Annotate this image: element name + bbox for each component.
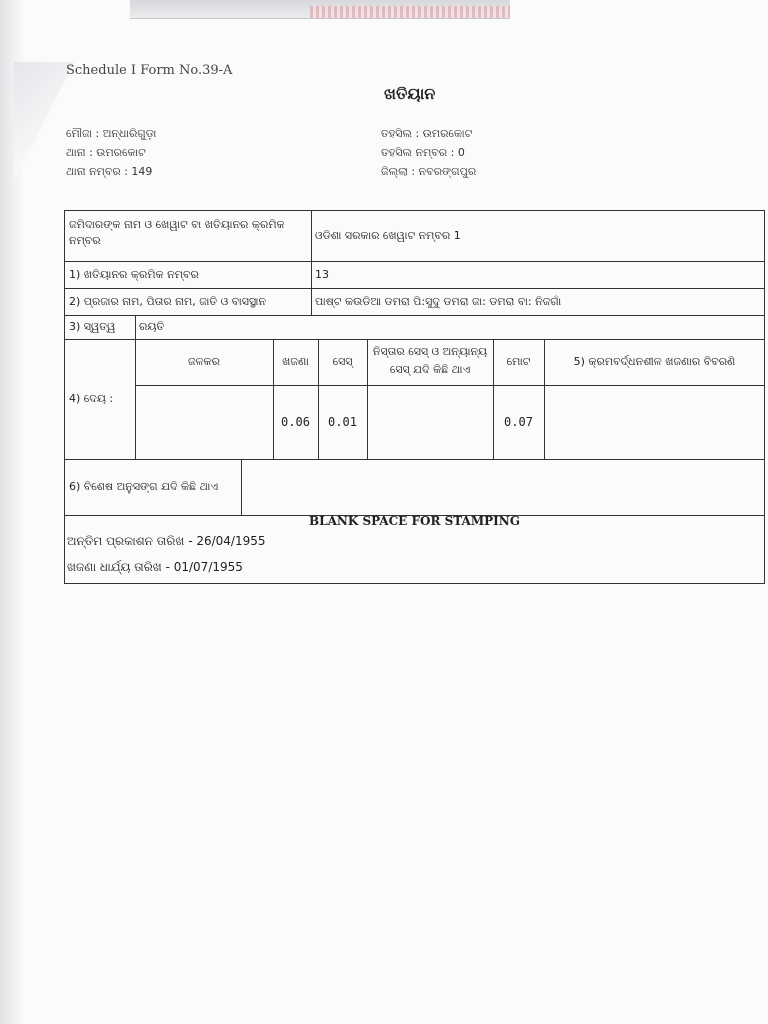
tenant-details-label: 2) ପ୍ରଜାର ନାମ, ପିତାର ନାମ, ଜାତି ଓ ବାସସ୍ଥାନ bbox=[69, 294, 267, 308]
paper-top-strip bbox=[130, 0, 510, 19]
landlord-label: ଜମିଦାରଙ୍କ ନାମ ଓ ଖେୱାଟ ବା ଖତିୟାନର କ୍ରମିକ ନମ୍ବର bbox=[69, 218, 285, 247]
tahasil-line: ତହସିଲ : ଉମରକୋଟ bbox=[381, 127, 473, 140]
nistar-value bbox=[367, 385, 493, 459]
info-right-block bbox=[381, 124, 476, 181]
right-value: ରୟତି bbox=[139, 320, 165, 333]
landlord-value: ଓଡିଶା ସରକାର ଖେୱାଟ ନମ୍ବର 1 bbox=[315, 229, 461, 242]
thana-line: ଥାନା : ଉମରକୋଟ bbox=[66, 146, 146, 159]
tenant-details-value: ପାଷ୍ଟ କଉଡିଆ ଡମରା ପି:ସୁଦୁ ଡମରା ଜା: ଡମରା ବା: ନିଜଗାଁ bbox=[315, 294, 562, 308]
ses-value: 0.01 bbox=[328, 415, 357, 429]
info-left-block bbox=[66, 124, 156, 181]
progressive-rent-value bbox=[544, 385, 765, 459]
khatiyan-serial-label: 1) ଖତିୟାନର କ୍ରମିକ ନମ୍ବର bbox=[69, 267, 199, 281]
final-publication-date: ଅନ୍ତିମ ପ୍ରକାଶନ ତାରିଖ - 26/04/1955 bbox=[67, 534, 266, 548]
khatiyan-table bbox=[64, 210, 765, 584]
stamp-paper-pattern bbox=[310, 6, 510, 18]
total-value: 0.07 bbox=[504, 415, 533, 429]
right-label: 3) ସ୍ୱତ୍ୱ bbox=[69, 320, 116, 333]
khatiyan-serial-value: 13 bbox=[315, 268, 329, 281]
form-number: Schedule I Form No.39-A bbox=[66, 63, 233, 78]
progressive-rent-header: 5) କ୍ରମବର୍ଦ୍ଧନଶୀଳ ଖଜଣାର ବିବରଣି bbox=[573, 355, 736, 368]
tahasil-number-line: ତହସିଲ ନମ୍ବର : 0 bbox=[381, 146, 465, 159]
document-title: ଖତିୟାନ bbox=[384, 84, 436, 103]
rent-fixation-date: ଖଜଣା ଧାର୍ଯ୍ୟ ତାରିଖ - 01/07/1955 bbox=[67, 560, 243, 574]
nistar-header: ନିସ୍ତାର ସେସ୍ ଓ ଅନ୍ୟାନ୍ୟ ସେସ୍ ଯଦି କିଛି ଥାଏ bbox=[372, 345, 488, 376]
jalkar-header: ଜଳକର bbox=[187, 355, 220, 368]
rent-label: 4) ଦେୟ : bbox=[69, 392, 114, 405]
mouza-line: ମୌଜା : ଅନ୍ଧାରିଗୁଡ଼ା bbox=[66, 127, 157, 140]
special-remarks-value bbox=[241, 459, 765, 515]
stamping-heading: BLANK SPACE FOR STAMPING bbox=[309, 514, 520, 528]
thana-number-line: ଥାନା ନମ୍ବର : 149 bbox=[66, 165, 153, 178]
district-line: ଜିଲ୍ଲା : ନବରଙ୍ଗପୁର bbox=[381, 165, 477, 178]
page-fold-corner bbox=[14, 62, 74, 182]
total-header: ମୋଟ bbox=[506, 355, 531, 368]
ses-header: ସେସ୍ bbox=[332, 355, 353, 368]
jalkar-value bbox=[135, 385, 273, 459]
special-remarks-label: 6) ବିଶେଷ ଅନୁସଙ୍ଗ ଯଦି କିଛି ଥାଏ bbox=[69, 480, 219, 493]
khajana-header: ଖଜଣା bbox=[282, 355, 309, 368]
khajana-value: 0.06 bbox=[281, 415, 310, 429]
